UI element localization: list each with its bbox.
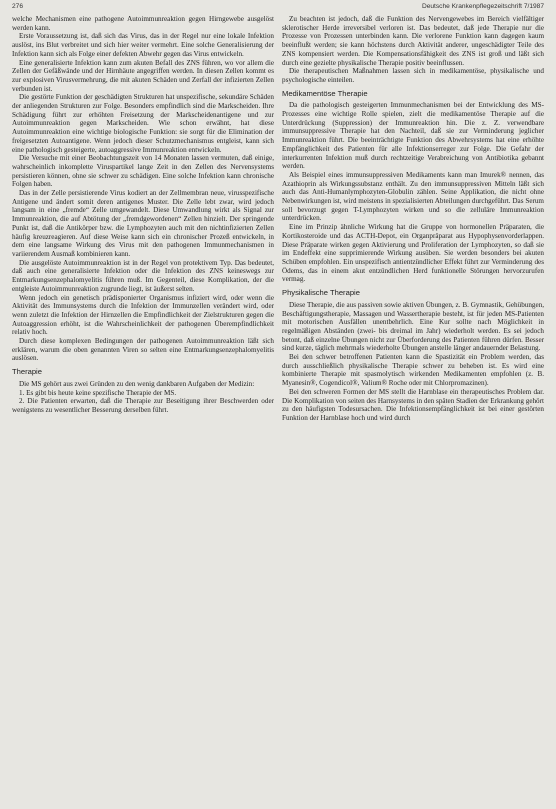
page-number: 276 [12, 3, 24, 10]
paragraph: Eine im Prinzip ähnliche Wirkung hat die Gruppe von hormonellen Präparaten, die Kortikosteroide und das ACTH-Depot, ein Organpräparat aus Hypophysenvorderlappen. Diese Präparate wirken gegen Aktivierung und Proliferation der Lymphozyten, so daß sie im Endeffekt eine supprimierende Wirkung ausüben. Sie werden besonders bei akuten Schüben empfohlen. Ein unspezifisch antientzündlicher Effekt führt zur Verminderung des Ödems, das in einem akut entzündlichen Herd funktionelle Störungen hervorzurufen vermag. [282, 223, 544, 284]
paragraph: Die therapeutischen Maßnahmen lassen sich in medikamentöse, physikalische und psychologische einteilen. [282, 67, 544, 84]
paragraph: Bei den schwer betroffenen Patienten kann die Spastizität ein Problem werden, das durch ausschließlich physikalische Therapie schwer zu beheben ist. Es wird eine kombinierte Therapie mit spasmolytisch wirkenden Medikamenten empfohlen (z. B. Myanesin®, Cogendicol®, Valium® Roche oder mit Chlorpromazinen). [282, 353, 544, 388]
paragraph: welche Mechanismen eine pathogene Autoimmunreaktion gegen Hirngewebe ausgelöst werden kann. [12, 15, 274, 32]
paragraph: Diese Therapie, die aus passiven sowie aktiven Übungen, z. B. Gymnastik, Gehübungen, Beschäftigungstherapie, Massagen und Wassertherapie besteht, ist für jeden MS-Patienten mit motorischen Ausfällen unentbehrlich. Eine Kur sollte nach Möglichkeit in regelmäßigen Abständen (zwei- bis dreimal im Jahr) wiederholt werden. Es sei jedoch betont, daß einzelne Übungen nicht zur Überforderung des Patienten führen dürfen. Besser sind kurze, täglich mehrmals wiederholte Übungen anstelle länger andauernder Belastung. [282, 300, 544, 353]
paragraph: 1. Es gibt bis heute keine spezifische Therapie der MS. [19, 388, 177, 397]
paragraph: Durch diese komplexen Bedingungen der pathogenen Autoimmunreaktion läßt sich erklären, warum die oben genannten Viren so selten eine Entmarkungsenzephalomyelitis auslösen. [12, 337, 274, 363]
paragraph: Das in der Zelle persistierende Virus kodiert an der Zellmembran neue, virusspezifische Antigene und ändert somit deren antigenes Muster. Die Zelle lebt zwar, wird jedoch langsam in eine „fremde“ Zelle umgewandelt. Diese Umwandlung wirkt als Signal zur Immunreaktion, die auf Abtötung der „fremdgewordenen“ Zellen hinzielt. Der springende Punkt ist, daß die Antikörper bzw. die Lymphozyten auch mit den nichtinfizierten Zellen häufig kreuzreagieren. Auf diese Weise kann sich ein chronischer Prozeß entwickeln, in dem eine langsame Wirkung des Virus mit den pathogenen Immunmechanismen in variierendem Ausmaß kombinieren kann. [12, 189, 274, 258]
section-heading-physikalische-therapie: Physikalische Therapie [282, 288, 360, 298]
paragraph: Eine generalisierte Infektion kann zum akuten Befall des ZNS führen, wo vor allem die Zellen der Gefäßwände und der Hirnhäute angegriffen werden. In diesen Zellen kommt es zur explosiven Virusvermehrung, die mit akuten Schäden und Zerfall der infizierten Zellen verbunden ist. [12, 58, 274, 93]
paragraph: Zu beachten ist jedoch, daß die Funktion des Nervengewebes im Bereich vielfältiger sklerotischer Herde irreversibel verloren ist. Das bedeutet, daß jede Therapie nur die Prozesse von Prozessen unterbinden kann. Die verlorene Funktion kann dagegen kaum beeinflußt werden; sie kann höchstens durch Aktivität anderer, ungeschädigter Teile des ZNS kompensiert werden. Die Kompensationsfähigkeit des ZNS ist groß und läßt sich durch eine gezielte physikalische Therapie positiv beeinflussen. [282, 15, 544, 67]
right-column [282, 15, 544, 423]
left-column [12, 15, 274, 415]
section-heading-therapie: Therapie [12, 367, 42, 377]
paragraph: Die MS gehört aus zwei Gründen zu den wenig dankbaren Aufgaben der Medizin: [19, 379, 255, 388]
page-header [12, 3, 544, 13]
section-heading-medikamentoese-therapie: Medikamentöse Therapie [282, 88, 368, 98]
paragraph: Bei den schweren Formen der MS stellt die Harnblase ein therapeutisches Problem dar. Die Komplikation von seiten des Harnsystems in den späten Stadien der Erkrankung gehört zu den häufigsten Todesursachen. Die Infektionsempfänglichkeit ist bei einer gestörten Funktion der Harnblase hoch und wird durch [282, 387, 544, 422]
paragraph: Wenn jedoch ein genetisch prädisponierter Organismus infiziert wird, oder wenn die Aktivität des Immunsystems durch die Infektion der Immunzellen verändert wird, oder wenn zuletzt die Infektion der Hirnzellen die Empfindlichkeit der Zielstrukturen gegen die Autoaggression erhöht, ist die Wahrscheinlichkeit der pathogenen Überempfindlichkeit relativ hoch. [12, 293, 274, 337]
journal-title: Deutsche Krankenpflegezeitschrift 7/1987 [421, 3, 544, 10]
paragraph: Als Beispiel eines immunsuppressiven Medikaments kann man Imurek® nennen, das Azathioprin als Wirkungssubstanz enthält. Zu den immunsuppressiven Mitteln läßt sich auch das Anti-Humanlymphozyten-Globulin zählen. Seine Applikation, die nicht ohne Nebenwirkungen ist, wird meistens in spezialisierten Abteilungen durchgeführt. Das Serum soll bevorzugt gegen T-Lymphozyten wirken und so die zelluläre Immunreaktion unterdrücken. [282, 170, 544, 223]
paragraph: Die Versuche mit einer Beobachtungszeit von 14 Monaten lassen vermuten, daß einige, wahrscheinlich inkomplette Viruspartikel lange Zeit in den Zellen des Nervensystems persistieren können, ohne sie schwer zu schädigen. Eine solche Infektion kann chronische Folgen haben. [12, 154, 274, 189]
paragraph: Die ausgelöste Autoimmunreaktion ist in der Regel von protektivem Typ. Das bedeutet, daß auch eine generalisierte Infektion oder die Infektion des ZNS keineswegs zur Entmarkungsenzephalomyelitis führen muß. Im Gegenteil, diese Komplikation, der die entgleiste Autoimmunreaktion zugrunde liegt, ist äußerst selten. [12, 258, 274, 293]
paragraph: Die gestörte Funktion der geschädigten Strukturen hat unspezifische, sekundäre Schäden der anliegenden Strukturen zur Folge. Besonders empfindlich sind die Markscheiden. Ihre Schädigung führt zur erhöhten Freisetzung der Markscheidenantigene und zur Autoimmunreaktion gegen Markscheiden. Wie schon erwähnt, hat diese Autoimmunreaktion eine wichtige biologische Funktion: sie sorgt für die Elimination der freigesetzten Autoantigene. Wenn jedoch dieser Schutzmechanismus entgleist, kann sich eine pathologisch gesteigerte, autoaggressive Immunreaktion entwickeln. [12, 93, 274, 154]
paragraph: 2. Die Patienten erwarten, daß die Therapie zur Beseitigung ihrer Beschwerden oder wenigstens zu wesentlicher Besserung derselben führt. [12, 397, 274, 414]
paragraph: Da die pathologisch gesteigerten Immunmechanismen bei der Entwicklung des MS-Prozesses eine wichtige Rolle spielen, zielt die medikamentöse Therapie auf die Unterdrückung (Suppression) der Immunreaktion hin. Die z. Z. verwendbare immunsuppressive Therapie hat den Nachteil, daß sie zur Verminderung jeglicher Immunreaktion führt. Die beeinträchtigte Funktion des Abwehrsystems hat eine erhöhte Empfänglichkeit des Patienten für alle Infektionserreger zur Folge. Die Gefahr der interkurrenten Infektion muß durch rechtzeitige Verabreichung von Antibiotika gebannt werden. [282, 101, 544, 171]
paragraph: Erste Voraussetzung ist, daß sich das Virus, das in der Regel nur eine lokale Infektion auslöst, ins Blut verbreitet und sich hier weiter vermehrt. Eine solche Generalisierung der Infektion kann sich als Folge einer defekten Abwehr gegen das Virus entwickeln. [12, 32, 274, 58]
